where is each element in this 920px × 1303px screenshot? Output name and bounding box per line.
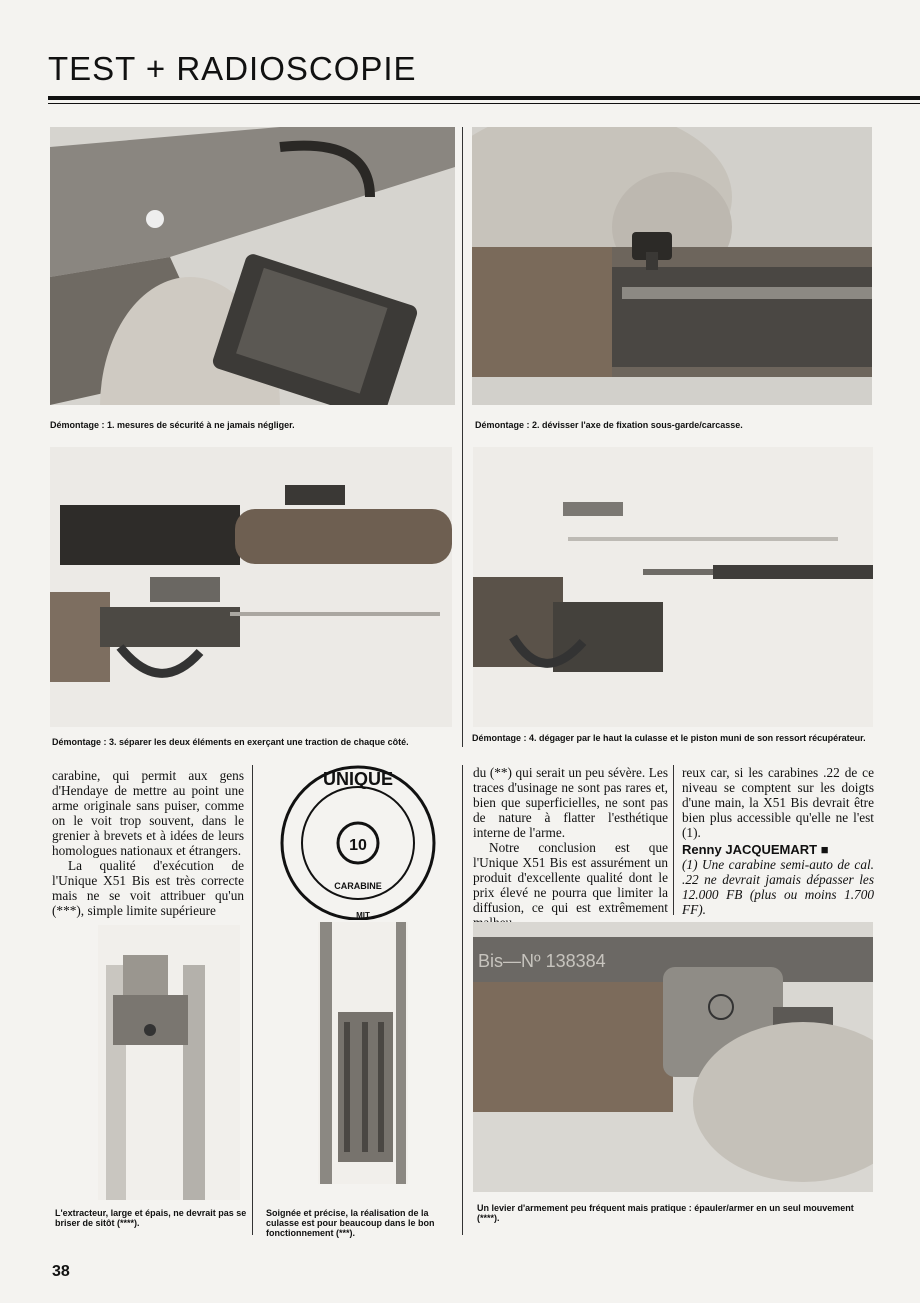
page-number: 38 — [52, 1263, 70, 1280]
caption-disassembly-2: Démontage : 2. dévisser l'axe de fixation sous-garde/carcasse. — [475, 420, 743, 430]
column-divider — [673, 765, 674, 915]
footnote: (1) Une carabine semi-auto de cal. .22 ne devrait jamais dépasser les 12.000 FB (plus ou moins 1.700 FF). — [682, 857, 874, 917]
author-name: Renny JACQUEMART — [682, 842, 818, 857]
caption-disassembly-3: Démontage : 3. séparer les deux éléments en exerçant une traction de chaque côté. — [52, 737, 409, 747]
unique-logo — [268, 765, 448, 920]
article-column-1 — [52, 768, 244, 918]
logo-top-text: UNIQUE — [322, 769, 394, 789]
column-divider — [252, 765, 253, 1235]
caption-extractor: L'extracteur, large et épais, ne devrait pas se briser de sitôt (****). — [55, 1208, 247, 1228]
caption-disassembly-1: Démontage : 1. mesures de sécurité à ne jamais négliger. — [50, 420, 295, 430]
photo-cocking-lever — [473, 922, 873, 1192]
article-paragraph: du (**) qui serait un peu sévère. Les traces d'usinage ne sont pas rares et, bien que superficielles, ne sont pas de nature à flatter l'esthétique interne de l'arme. — [473, 765, 668, 840]
author-signature — [682, 842, 874, 857]
caption-bolt: Soignée et précise, la réalisation de la culasse est pour beaucoup dans le bon fonctionnement (***). — [266, 1208, 435, 1238]
article-paragraph: reux car, si les carabines .22 de ce niveau se comptent sur les doigts d'une main, la X51 Bis devrait être bien plus accessible qu'elle ne l'est (1). — [682, 765, 874, 840]
logo-mark: MIT — [356, 911, 370, 920]
caption-disassembly-4: Démontage : 4. dégager par le haut la culasse et le piston muni de son ressort récupérateur. — [472, 733, 866, 743]
serial-engraving: Bis—Nº 138384 — [478, 951, 606, 971]
photo-extractor — [98, 925, 240, 1200]
section-title: TEST + RADIOSCOPIE — [48, 50, 417, 87]
header-rule-thin — [48, 103, 920, 104]
article-paragraph: La qualité d'exécution de l'Unique X51 Bis est très correcte mais ne se voit attribuer qu'un (***), simple limite supérieure — [52, 858, 244, 918]
column-divider — [462, 127, 463, 747]
article-column-3 — [682, 765, 874, 917]
photo-unscrew-axis — [472, 127, 872, 405]
end-mark-icon: ■ — [820, 842, 829, 857]
header-rule — [48, 96, 920, 100]
photo-bolt-detail — [318, 922, 408, 1184]
article-paragraph: carabine, qui permit aux gens d'Hendaye de mettre au point une arme originale sans puiser, comme on le voit trop souvent, dans le grenier à brevets et à idées de leurs homologues nationaux et étrangers. — [52, 768, 244, 858]
logo-bottom-text: CARABINE — [334, 881, 382, 891]
logo-badge-number: 10 — [349, 837, 367, 854]
column-divider — [462, 765, 463, 1235]
photo-safety-check — [50, 127, 455, 405]
article-paragraph: Notre conclusion est que l'Unique X51 Bis est assurément un produit d'excellente qualité dont le prix élevé ne pourra que limiter la diffusion, ce qui est extrêmement — [473, 840, 668, 915]
photo-separate-elements — [50, 447, 452, 727]
article-column-2 — [473, 765, 668, 930]
caption-cocking-lever: Un levier d'armement peu fréquent mais pratique : épauler/armer en un seul mouvement (****). — [477, 1203, 854, 1223]
photo-remove-bolt — [473, 447, 873, 727]
